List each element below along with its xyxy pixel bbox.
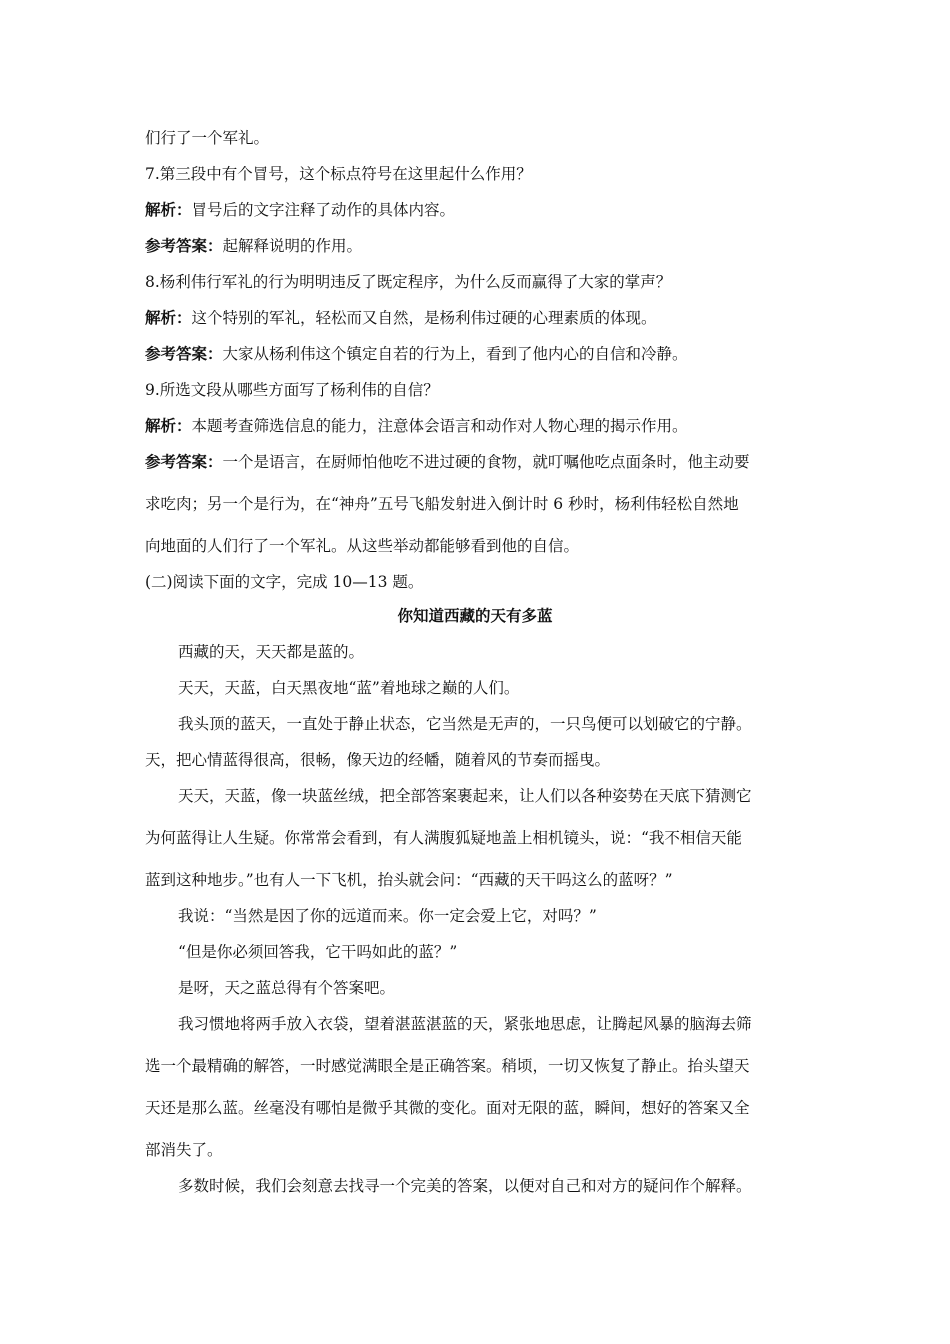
article-paragraph-cont: 选一个最精确的解答，一时感觉满眼全是正确答案。稍顷，一切又恢复了静止。抬头望天 [145, 1057, 750, 1075]
q7-analysis [145, 200, 817, 220]
analysis-label: 解析： [145, 200, 192, 219]
answer-label: 参考答案： [145, 452, 223, 471]
article-paragraph-cont: 天还是那么蓝。丝毫没有哪怕是微乎其微的变化。面对无限的蓝，瞬间，想好的答案又全 [145, 1099, 750, 1117]
analysis-label: 解析： [145, 416, 192, 435]
q9-answer-line-3: 向地面的人们行了一个军礼。从这些举动都能够看到他的自信。 [145, 537, 580, 555]
article-paragraph: 我说：“当然是因了你的远道而来。你一定会爱上它，对吗？” [178, 907, 597, 925]
article-paragraph-cont: 部消失了。 [145, 1141, 223, 1159]
article-paragraph-cont: 天，把心情蓝得很高，很畅，像天边的经幡，随着风的节奏而摇曳。 [145, 751, 611, 769]
q8-analysis [145, 308, 817, 328]
q7-answer-text: 起解释说明的作用。 [222, 237, 363, 255]
q6-answer-tail: 们行了一个军礼。 [145, 129, 270, 147]
q9-answer-text: 一个是语言，在厨师怕他吃不进过硬的食物，就叮嘱他吃点面条时，他主动要 [222, 453, 750, 471]
q9-analysis [145, 416, 817, 436]
question-8: 8.杨利伟行军礼的行为明明违反了既定程序，为什么反而赢得了大家的掌声？ [145, 273, 672, 291]
analysis-label: 解析： [145, 308, 192, 327]
q9-answer-line-2: 求吃肉；另一个是行为，在“神舟”五号飞船发射进入倒计时 6 秒时，杨利伟轻松自然地 [145, 495, 739, 513]
article-paragraph: 天天，天蓝，像一块蓝丝绒，把全部答案裹起来，让人们以各种姿势在天底下猜测它 [178, 787, 752, 805]
q9-answer-line-1 [145, 452, 817, 472]
q9-analysis-text: 本题考查筛选信息的能力，注意体会语言和动作对人物心理的揭示作用。 [191, 417, 688, 435]
article-paragraph: 多数时候，我们会刻意去找寻一个完美的答案，以便对自己和对方的疑问作个解释。 [178, 1177, 752, 1195]
q7-answer [145, 236, 817, 256]
article-paragraph: “但是你必须回答我，它干吗如此的蓝？” [178, 943, 458, 961]
q7-analysis-text: 冒号后的文字注释了动作的具体内容。 [191, 201, 456, 219]
question-7: 7.第三段中有个冒号，这个标点符号在这里起什么作用？ [145, 165, 532, 183]
article-paragraph: 天天，天蓝，白天黑夜地“蓝”着地球之巅的人们。 [178, 679, 520, 697]
answer-label: 参考答案： [145, 236, 223, 255]
article-paragraph-cont: 为何蓝得让人生疑。你常常会看到，有人满腹狐疑地盖上相机镜头，说：“我不相信天能 [145, 829, 742, 847]
article-paragraph: 我头顶的蓝天，一直处于静止状态，它当然是无声的，一只鸟便可以划破它的宁静。 [178, 715, 752, 733]
question-9: 9.所选文段从哪些方面写了杨利伟的自信？ [145, 381, 439, 399]
answer-label: 参考答案： [145, 344, 223, 363]
q8-answer-text: 大家从杨利伟这个镇定自若的行为上，看到了他内心的自信和冷静。 [222, 345, 688, 363]
article-paragraph: 西藏的天，天天都是蓝的。 [178, 643, 365, 661]
article-title: 你知道西藏的天有多蓝 [397, 607, 553, 625]
q8-analysis-text: 这个特别的军礼，轻松而又自然，是杨利伟过硬的心理素质的体现。 [191, 309, 657, 327]
article-paragraph: 我习惯地将两手放入衣袋，望着湛蓝湛蓝的天，紧张地思虑，让腾起风暴的脑海去筛 [178, 1015, 752, 1033]
section-2-intro: (二)阅读下面的文字，完成 10—13 题。 [145, 573, 424, 591]
q8-answer [145, 344, 817, 364]
article-paragraph-cont: 蓝到这种地步。”也有人一下飞机，抬头就会问：“西藏的天干吗这么的蓝呀？” [145, 871, 673, 889]
article-paragraph: 是呀，天之蓝总得有个答案吧。 [178, 979, 396, 997]
